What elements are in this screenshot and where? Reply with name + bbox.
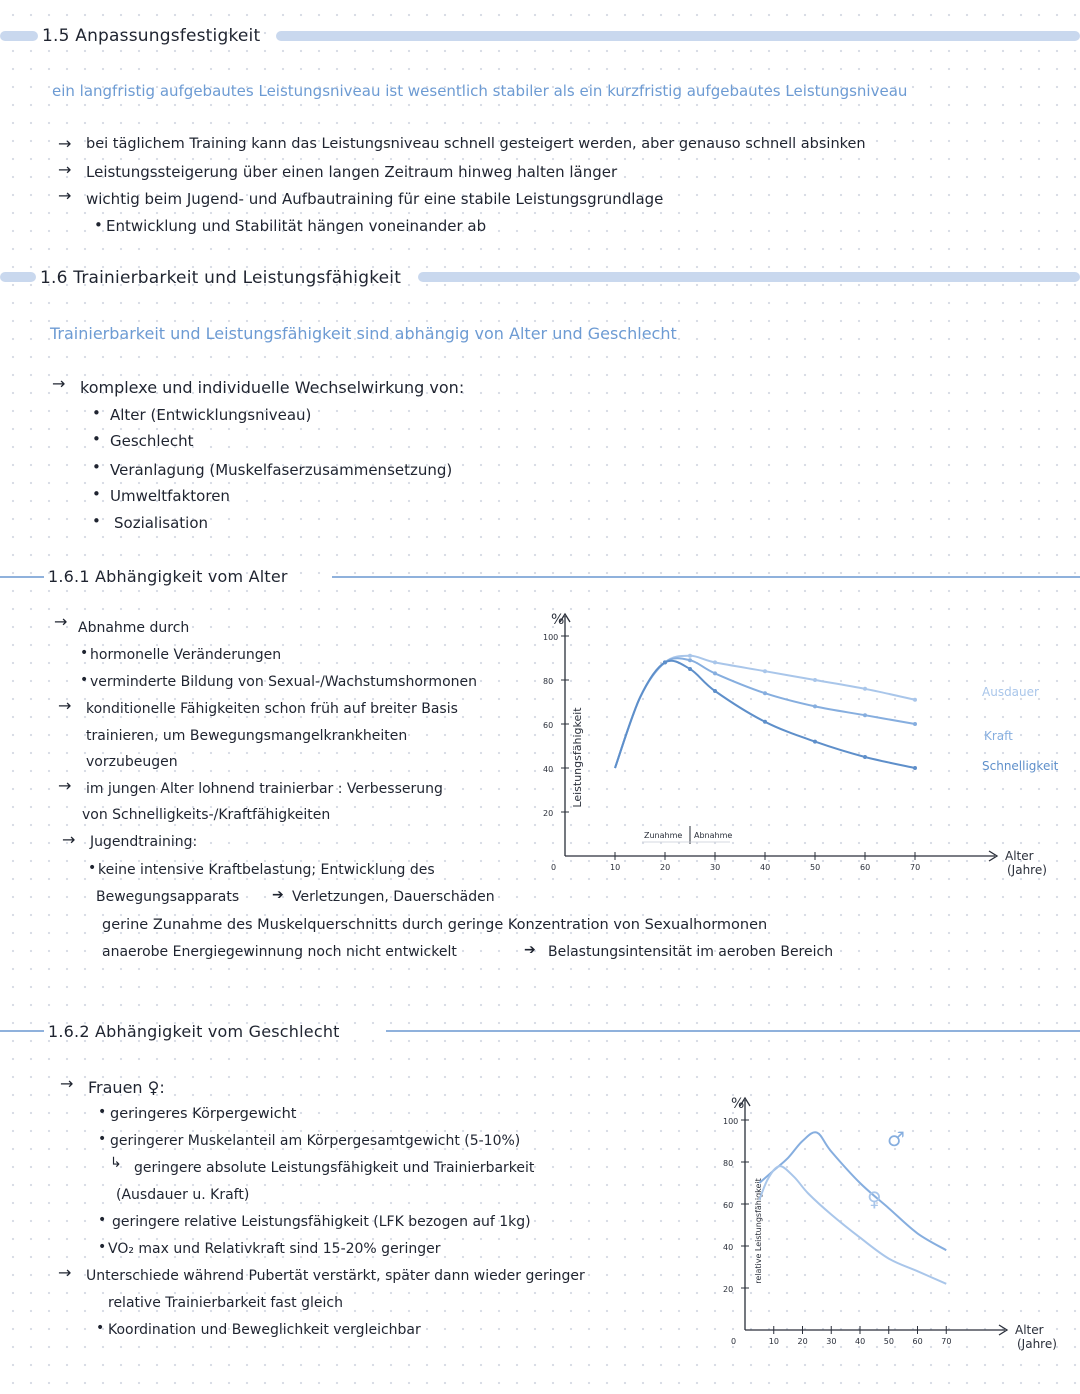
y-tick-label: 40 <box>543 765 554 774</box>
text-1-6-1-l2a: anaerobe Energiegewinnung noch nicht entwickelt <box>102 944 457 960</box>
point-1-5-c: wichtig beim Jugend- und Aufbautraining für eine stabile Leistungsgrundlage <box>86 190 664 208</box>
lead-1-6: komplexe und individuelle Wechselwirkung von: <box>80 378 465 397</box>
bullet-icon: • <box>98 1239 107 1255</box>
x-axis-label: Alter <box>1005 849 1034 863</box>
data-point <box>713 689 717 693</box>
data-point <box>913 722 917 726</box>
bullet-1-6-c: Veranlagung (Muskelfaserzusammensetzung) <box>110 461 453 479</box>
point-1-5-a: bei täglichem Training kann das Leistungsniveau schnell gesteigert werden, aber genauso schnell absinken <box>86 136 866 152</box>
phase-label-decrease: Abnahme <box>694 831 733 840</box>
y-tick-label: 80 <box>543 677 554 686</box>
intro-1-5: ein langfristig aufgebautes Leistungsniveau ist wesentlich stabiler als ein kurzfristig aufgebautes Leistungsniveau <box>52 82 908 100</box>
data-point <box>913 766 917 770</box>
text-1-6-2-a2b: relative Trainierbarkeit fast gleich <box>108 1295 343 1311</box>
y-tick-label: 100 <box>723 1117 739 1126</box>
y-tick-label: 0 <box>731 1337 737 1346</box>
data-point <box>663 660 667 664</box>
text-1-6-1-a2b: trainieren, um Bewegungsmangelkrankheiten <box>86 728 408 744</box>
text-1-6-2-b1: geringeres Körpergewicht <box>110 1106 297 1122</box>
subsection-line-left <box>0 1030 44 1032</box>
arrow-icon: → <box>58 186 72 205</box>
text-1-6-2-b5: Koordination und Beweglichkeit vergleichbar <box>108 1322 421 1338</box>
bullet-icon: • <box>92 512 101 530</box>
data-point <box>813 678 817 682</box>
bullet-icon: • <box>98 1131 107 1147</box>
bullet-icon: • <box>96 1320 105 1336</box>
text-1-6-1-b2: verminderte Bildung von Sexual-/Wachstumshormonen <box>90 674 477 690</box>
text-1-6-2-b2a: geringere absolute Leistungsfähigkeit und Trainierbarkeit <box>134 1160 535 1176</box>
arrow-icon: → <box>60 1074 74 1093</box>
text-1-6-1-a2: konditionelle Fähigkeiten schon früh auf breiter Basis <box>86 701 458 717</box>
y-tick-label: 100 <box>543 633 559 642</box>
text-1-6-1-a4: Jugendtraining: <box>90 834 198 850</box>
text-1-6-1-b3c: Verletzungen, Dauerschäden <box>292 889 495 905</box>
section-bar-left <box>0 31 38 41</box>
y-tick-label: 60 <box>723 1201 734 1210</box>
series-label: Kraft <box>984 729 1013 743</box>
x-axis-label: Alter <box>1015 1323 1044 1337</box>
data-point <box>863 713 867 717</box>
text-1-6-1-b3: keine intensive Kraftbelastung; Entwicklung des <box>98 862 435 878</box>
series-label: Ausdauer <box>982 685 1039 699</box>
y-unit-label: % <box>551 612 565 628</box>
text-1-6-2-b3: geringere relative Leistungsfähigkeit (LFK bezogen auf 1kg) <box>112 1214 531 1230</box>
arrow-icon: → <box>58 776 72 795</box>
text-1-6-1-a3b: von Schnelligkeits-/Kraftfähigkeiten <box>82 807 331 823</box>
bullet-icon: • <box>80 672 89 688</box>
arrow-icon: → <box>54 612 68 631</box>
series-label: ♀ <box>867 1187 882 1211</box>
y-tick-label: 40 <box>723 1243 734 1252</box>
subsection-line-right <box>332 576 1080 578</box>
x-tick-label: 40 <box>760 863 771 872</box>
section-title-1-6-2: 1.6.2 Abhängigkeit vom Geschlecht <box>48 1022 340 1041</box>
y-unit-label: % <box>731 1096 745 1112</box>
series-label: Schnelligkeit <box>982 759 1059 773</box>
bullet-icon: • <box>88 860 97 876</box>
data-point <box>863 687 867 691</box>
text-1-6-1-b1: hormonelle Veränderungen <box>90 647 282 663</box>
sub-point-1-5: Entwicklung und Stabilität hängen voneinander ab <box>106 217 487 235</box>
data-point <box>763 669 767 673</box>
x-tick-label: 30 <box>826 1337 837 1346</box>
arrow-icon: ➔ <box>524 942 536 958</box>
y-tick-label: 20 <box>543 809 554 818</box>
y-tick-label: 0 <box>551 863 557 872</box>
x-tick-label: 70 <box>910 863 921 872</box>
data-point <box>713 660 717 664</box>
x-tick-label: 20 <box>660 863 671 872</box>
x-tick-label: 60 <box>912 1337 923 1346</box>
x-tick-label: 50 <box>883 1337 894 1346</box>
phase-label-increase: Zunahme <box>644 831 683 840</box>
x-axis-label: (Jahre) <box>1007 863 1047 877</box>
point-1-5-b: Leistungssteigerung über einen langen Zeitraum hinweg halten länger <box>86 163 618 181</box>
data-point <box>688 658 692 662</box>
bullet-icon: • <box>80 645 89 661</box>
text-1-6-1-l1: gerine Zunahme des Muskelquerschnitts durch geringe Konzentration von Sexualhormonen <box>102 917 768 933</box>
data-point <box>813 740 817 744</box>
y-tick-label: 20 <box>723 1285 734 1294</box>
lead-1-6-2: Frauen ♀: <box>88 1078 165 1097</box>
bullet-icon: • <box>92 485 101 503</box>
series-label: ♂ <box>887 1127 905 1151</box>
text-1-6-1-a2c: vorzubeugen <box>86 754 178 770</box>
gender-performance-chart <box>715 1060 1075 1370</box>
y-axis-label: relative Leistungsfähigkeit <box>754 1178 763 1284</box>
series-line <box>615 658 915 768</box>
x-tick-label: 10 <box>610 863 621 872</box>
text-1-6-1-l2b: Belastungsintensität im aeroben Bereich <box>548 944 834 960</box>
subsection-line-right <box>386 1030 1080 1032</box>
text-1-6-1-a1: Abnahme durch <box>78 620 190 636</box>
arrow-icon: → <box>52 374 66 393</box>
text-1-6-2-b4: VO₂ max und Relativkraft sind 15-20% geringer <box>108 1241 441 1257</box>
data-point <box>863 755 867 759</box>
section-title-1-5: 1.5 Anpassungsfestigkeit <box>42 26 261 46</box>
arrow-icon: → <box>58 1263 72 1282</box>
data-point <box>688 667 692 671</box>
text-1-6-2-a2: Unterschiede während Pubertät verstärkt, später dann wieder geringer <box>86 1268 585 1284</box>
y-tick-label: 80 <box>723 1159 734 1168</box>
bullet-1-6-a: Alter (Entwicklungsniveau) <box>110 406 312 424</box>
bullet-icon: • <box>94 216 103 234</box>
series-line <box>615 661 915 768</box>
data-point <box>763 720 767 724</box>
section-title-1-6: 1.6 Trainierbarkeit und Leistungsfähigkeit <box>40 268 402 288</box>
x-tick-label: 70 <box>941 1337 952 1346</box>
bullet-1-6-e: Sozialisation <box>114 514 209 532</box>
bullet-icon: • <box>92 458 101 476</box>
text-1-6-1-a3: im jungen Alter lohnend trainierbar : Verbesserung <box>86 781 443 797</box>
bullet-1-6-b: Geschlecht <box>110 432 194 450</box>
age-performance-chart <box>520 600 1080 900</box>
data-point <box>713 671 717 675</box>
arrow-icon: → <box>58 160 72 179</box>
intro-1-6: Trainierbarkeit und Leistungsfähigkeit sind abhängig von Alter und Geschlecht <box>50 324 677 343</box>
data-point <box>913 698 917 702</box>
arrow-icon: → <box>58 696 72 715</box>
x-tick-label: 60 <box>860 863 871 872</box>
x-tick-label: 50 <box>810 863 821 872</box>
section-bar-right <box>276 31 1080 41</box>
section-title-1-6-1: 1.6.1 Abhängigkeit vom Alter <box>48 567 288 586</box>
bullet-icon: • <box>98 1212 107 1228</box>
series-line <box>759 1166 946 1284</box>
subsection-line-left <box>0 576 44 578</box>
text-1-6-2-b2b: (Ausdauer u. Kraft) <box>116 1187 250 1203</box>
arrow-icon: → <box>62 830 76 849</box>
x-tick-label: 40 <box>855 1337 866 1346</box>
text-1-6-2-b2: geringerer Muskelanteil am Körpergesamtgewicht (5-10%) <box>110 1133 521 1149</box>
arrow-icon: → <box>58 134 72 153</box>
bullet-1-6-d: Umweltfaktoren <box>110 487 230 505</box>
section-bar-right <box>418 272 1080 282</box>
x-axis-label: (Jahre) <box>1017 1337 1057 1351</box>
x-tick-label: 30 <box>710 863 721 872</box>
y-axis-label: Leistungsfähigkeit <box>571 707 584 808</box>
bullet-icon: • <box>98 1104 107 1120</box>
data-point <box>813 704 817 708</box>
x-tick-label: 20 <box>797 1337 808 1346</box>
return-arrow-icon: ↳ <box>110 1155 122 1171</box>
data-point <box>688 654 692 658</box>
bullet-icon: • <box>92 430 101 448</box>
section-bar-left <box>0 272 36 282</box>
text-1-6-1-b3b: Bewegungsapparats <box>96 889 240 905</box>
x-tick-label: 10 <box>768 1337 779 1346</box>
arrow-icon: ➔ <box>272 887 284 903</box>
data-point <box>763 691 767 695</box>
y-tick-label: 60 <box>543 721 554 730</box>
bullet-icon: • <box>92 404 101 422</box>
